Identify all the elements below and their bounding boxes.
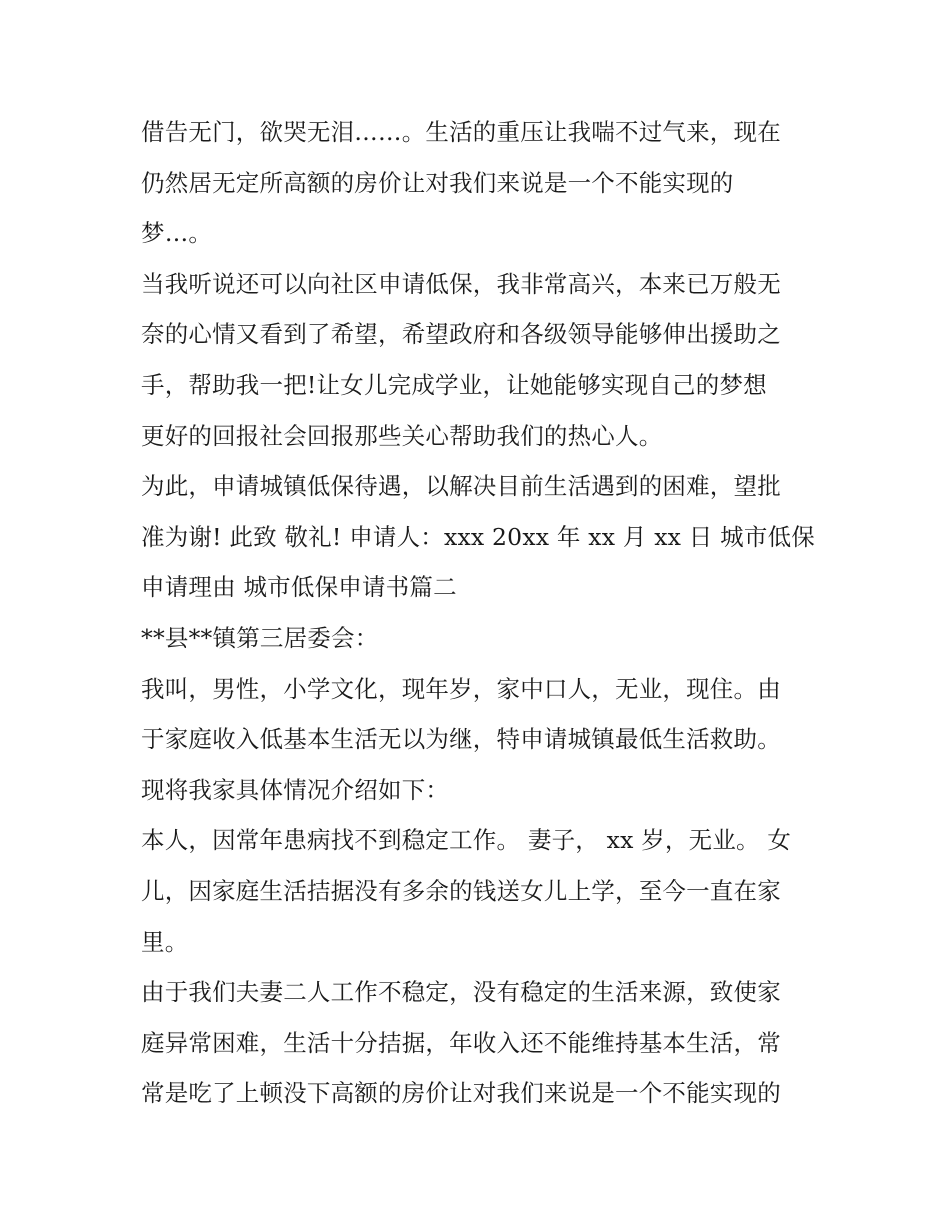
text-line: 里。 [141, 927, 189, 956]
text-line: **县**镇第三居委会： [141, 623, 379, 652]
text-line: 为此，申请城镇低保待遇，以解决目前生活遇到的困难，望批 [141, 472, 781, 501]
text-line: 儿，因家庭生活拮据没有多余的钱送女儿上学，至今一直在家 [141, 876, 781, 905]
text-line: 我叫，男性，小学文化，现年岁，家中口人，无业，现住。由 [141, 674, 781, 703]
text-line: 更好的回报社会回报那些关心帮助我们的热心人。 [141, 421, 663, 450]
text-line: 于家庭收入低基本生活无以为继，特申请城镇最低生活救助。 [141, 725, 781, 754]
text-line: 借告无门，欲哭无泪……。生活的重压让我喘不过气来，现在 [141, 118, 781, 146]
text-line: 准为谢! 此致 敬礼! 申请人：xxx 20xx 年 xx 月 xx 日 城市低保 [141, 522, 815, 551]
text-line: 仍然居无定所高额的房价让对我们来说是一个不能实现的 [141, 168, 734, 197]
text-line: 申请理由 城市低保申请书篇二 [141, 573, 457, 602]
text-line: 现将我家具体情况介绍如下： [141, 775, 450, 804]
text-line: 梦…。 [141, 219, 213, 248]
text-line: 手，帮助我一把!让女儿完成学业，让她能够实现自己的梦想 [141, 370, 767, 399]
text-line: 奈的心情又看到了希望，希望政府和各级领导能够伸出援助之 [141, 320, 781, 349]
text-line: 当我听说还可以向社区申请低保，我非常高兴，本来已万般无 [141, 269, 781, 298]
text-line: 本人，因常年患病找不到稳定工作。 妻子， xx 岁，无业。 女 [141, 826, 792, 855]
document-body [141, 107, 821, 1119]
text-line: 由于我们夫妻二人工作不稳定，没有稳定的生活来源，致使家 [141, 978, 781, 1007]
text-line: 常是吃了上顿没下高额的房价让对我们来说是一个不能实现的 [141, 1079, 781, 1108]
text-line: 庭异常困难，生活十分拮据，年收入还不能维持基本生活，常 [141, 1028, 781, 1057]
